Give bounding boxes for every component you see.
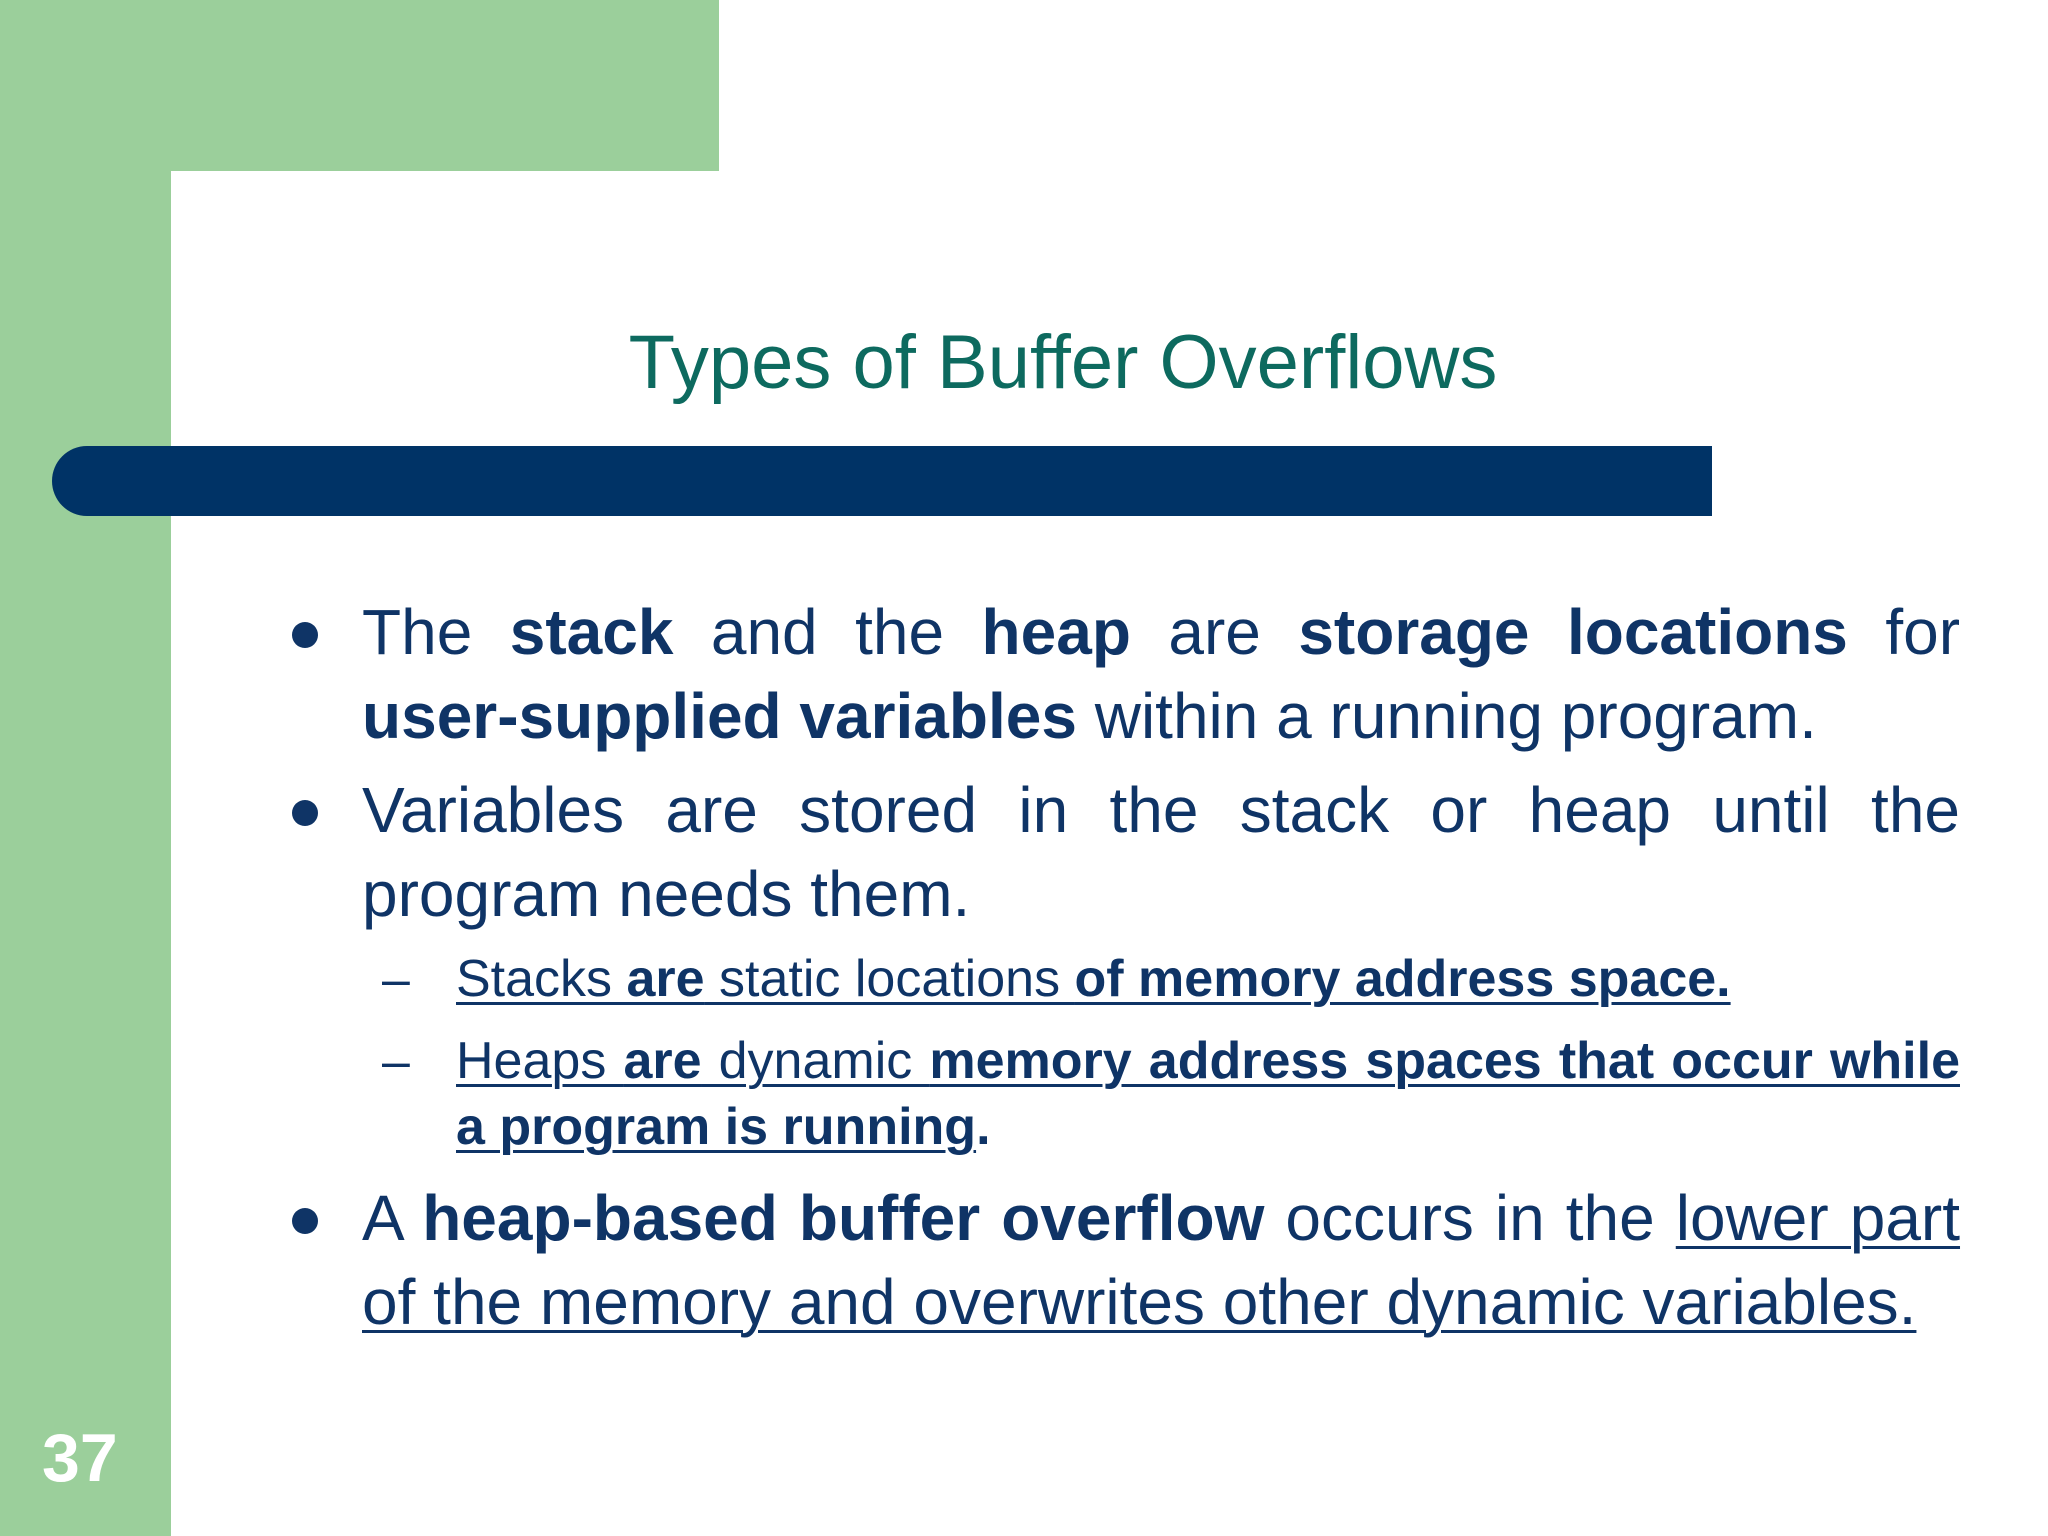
bullet-item: The stack and the heap are storage locations for user-supplied variables within a running program. [280,590,1960,758]
bullet-dot-icon [292,1208,318,1234]
green-sidebar [0,0,171,1536]
slide-title: Types of Buffer Overflows [628,320,1498,405]
sub-bullet-item: – Heaps are dynamic memory address spaces that occur while a program is running. [280,1028,1960,1160]
title-underline-bar [52,446,1712,516]
bullet-dot-icon [292,622,318,648]
bullet-item: Variables are stored in the stack or heap until the program needs them. [280,768,1960,936]
dash-icon: – [382,1033,410,1089]
dash-icon: – [382,951,410,1007]
sub-bullet-item: – Stacks are static locations of memory address space. [280,946,1960,1012]
slide-content [280,590,1960,1354]
green-top-block [0,0,719,171]
bullet-dot-icon [292,800,318,826]
page-number: 37 [42,1420,118,1496]
bullet-item: A heap-based buffer overflow occurs in the lower part of the memory and overwrites other dynamic variables. [280,1176,1960,1344]
